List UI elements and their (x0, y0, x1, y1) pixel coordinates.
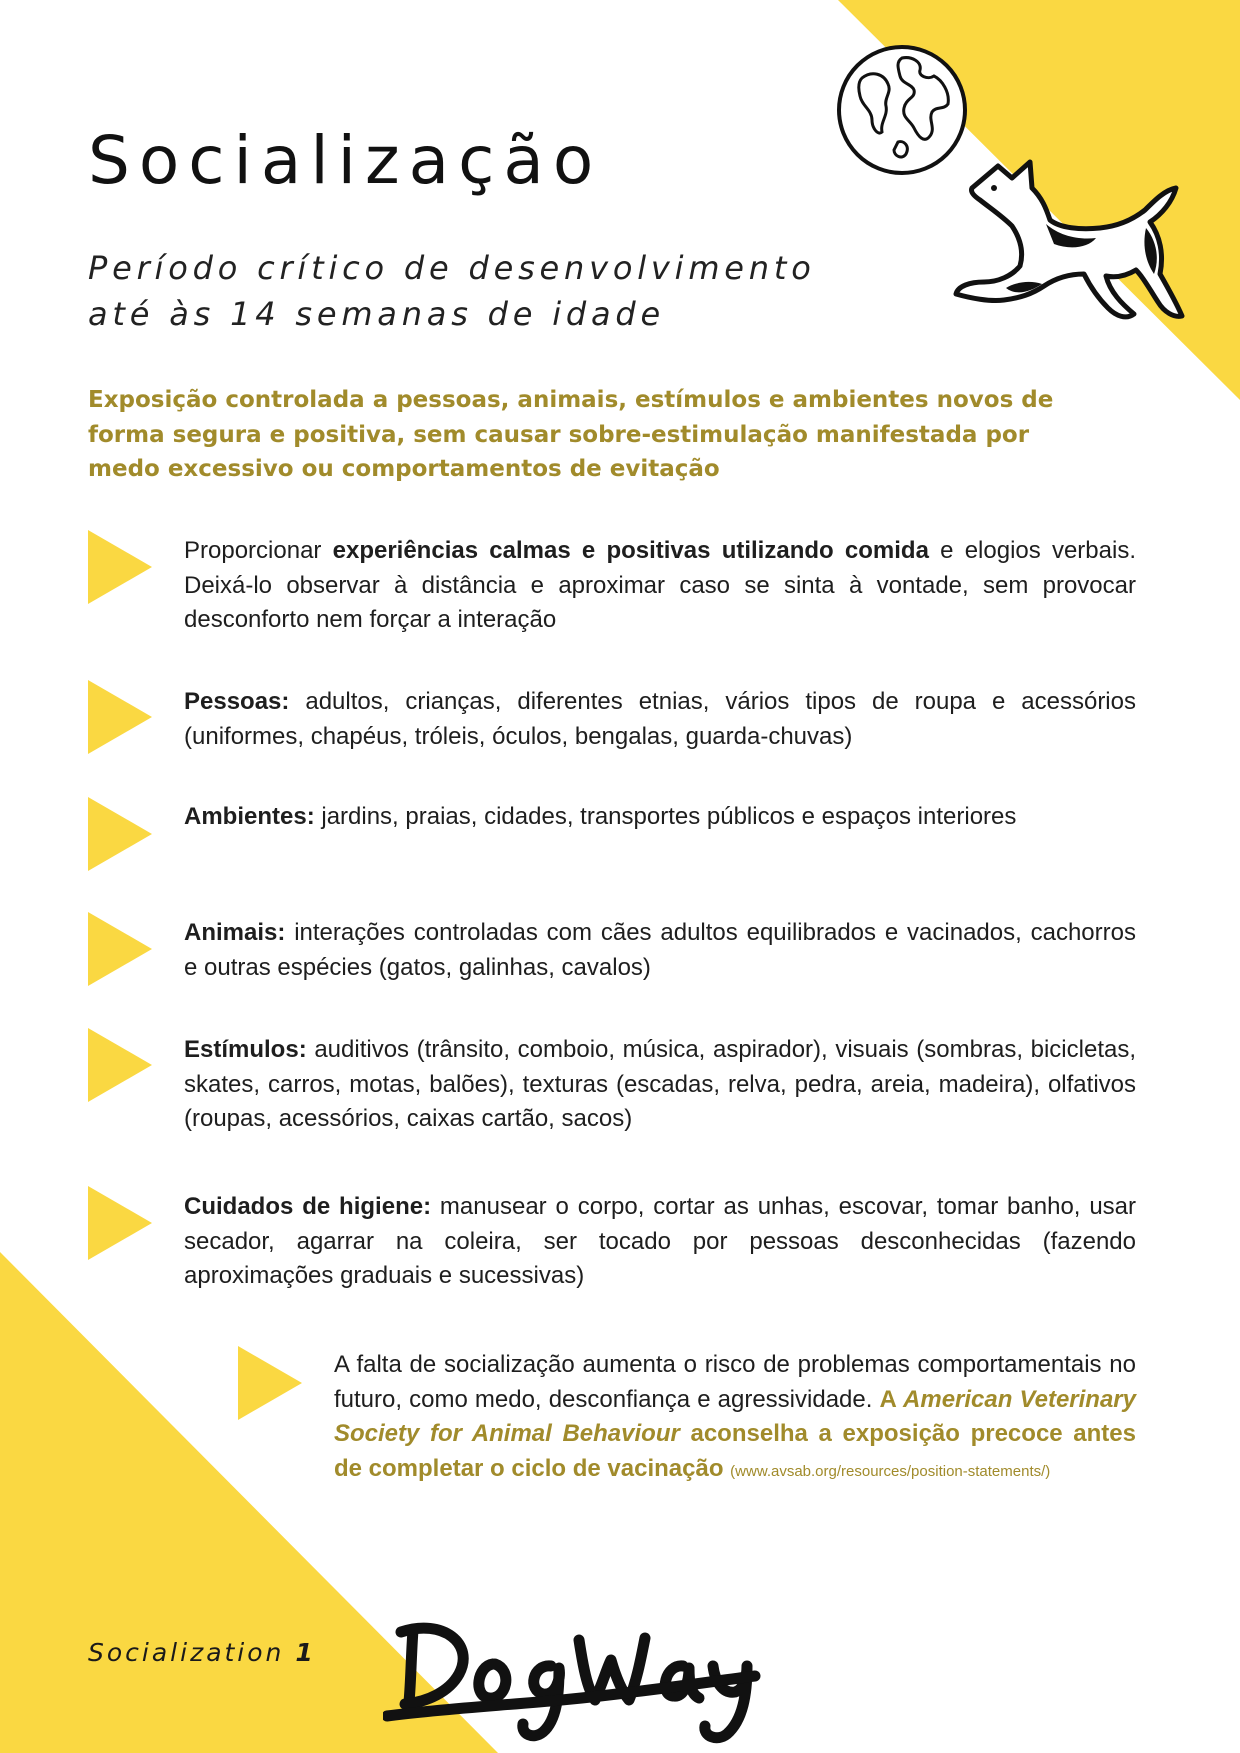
triangle-bullet-icon (88, 680, 152, 754)
subtitle-line-1: Período crítico de desenvolvimento (88, 249, 816, 287)
intro-line-3: medo excessivo ou comportamentos de evitação (88, 456, 720, 482)
dog-illustration (950, 158, 1190, 358)
list-item-experiences: Proporcionar experiências calmas e positivas utilizando comida e elogios verbais. Deixá-lo observar à distância e aproximar caso se sinta à vontade, sem provocar desconforto nem forçar a interação (184, 537, 1136, 633)
avsab-name: American Veterinary Society for Animal Behaviour (334, 1385, 1136, 1447)
triangle-bullet-icon (88, 530, 152, 604)
list-item-bold: Estímulos: (184, 1036, 307, 1063)
triangle-bullet-icon (88, 1028, 152, 1102)
subtitle-line-2: até às 14 semanas de idade (88, 295, 666, 333)
list-item-bold: Cuidados de higiene: (184, 1193, 432, 1220)
triangle-bullet-icon (88, 1186, 152, 1260)
list-item-stimuli: Estímulos: auditivos (trânsito, comboio, música, aspirador), visuais (sombras, bicicletas, skates, carros, motas, balões), texturas (escadas, relva, pedra, areia, madeira), olfativos (roupas, acessórios, caixas cartão, sacos) (184, 1036, 1136, 1132)
list-item-hygiene: Cuidados de higiene: manusear o corpo, cortar as unhas, escovar, tomar banho, usar secador, agarrar na coleira, ser tocado por pessoas desconhecidas (fazendo aproximações graduais e sucessivas) (184, 1193, 1137, 1289)
page-title: Socialização (88, 122, 603, 199)
list-item-bold: Animais: (184, 919, 286, 946)
triangle-bullet-icon (88, 797, 152, 871)
page-footer (88, 1638, 316, 1667)
list-item-animals: Animais: interações controladas com cães adultos equilibrados e vacinados, cachorros e outras espécies (gatos, galinhas, cavalos) (184, 919, 1136, 981)
list-item-bold: Ambientes: (184, 803, 315, 830)
intro-line-1: Exposição controlada a pessoas, animais, estímulos e ambientes novos de (88, 387, 1054, 413)
intro-paragraph (88, 383, 1098, 487)
footer-label: Socialization (88, 1638, 285, 1667)
list-item-bold: experiências calmas e positivas utilizando comida (332, 537, 929, 564)
page-number: 1 (295, 1638, 316, 1667)
triangle-bullet-icon (88, 912, 152, 986)
triangle-bullet-icon (238, 1346, 302, 1420)
list-item-people: Pessoas: adultos, crianças, diferentes etnias, vários tipos de roupa e acessórios (uniformes, chapéus, tróleis, óculos, bengalas, guarda-chuvas) (184, 688, 1136, 750)
dogway-logo (383, 1608, 763, 1748)
page-subtitle (88, 245, 908, 337)
source-url: (www.avsab.org/resources/position-statements/) (730, 1462, 1051, 1480)
intro-line-2: forma segura e positiva, sem causar sobre-estimulação manifestada por (88, 421, 1030, 448)
socialization-note: A falta de socialização aumenta o risco de problemas comportamentais no futuro, como medo, desconfiança e agressividade. A American Veterinary Society for Animal Behaviour aconselha a exposição precoce antes de completar o ciclo de vacinação (www.avsab.org/resources/position-statements/) (334, 1351, 1136, 1482)
list-item-bold: Pessoas: (184, 688, 290, 715)
list-item-environments: Ambientes: jardins, praias, cidades, transportes públicos e espaços interiores (184, 803, 1017, 830)
